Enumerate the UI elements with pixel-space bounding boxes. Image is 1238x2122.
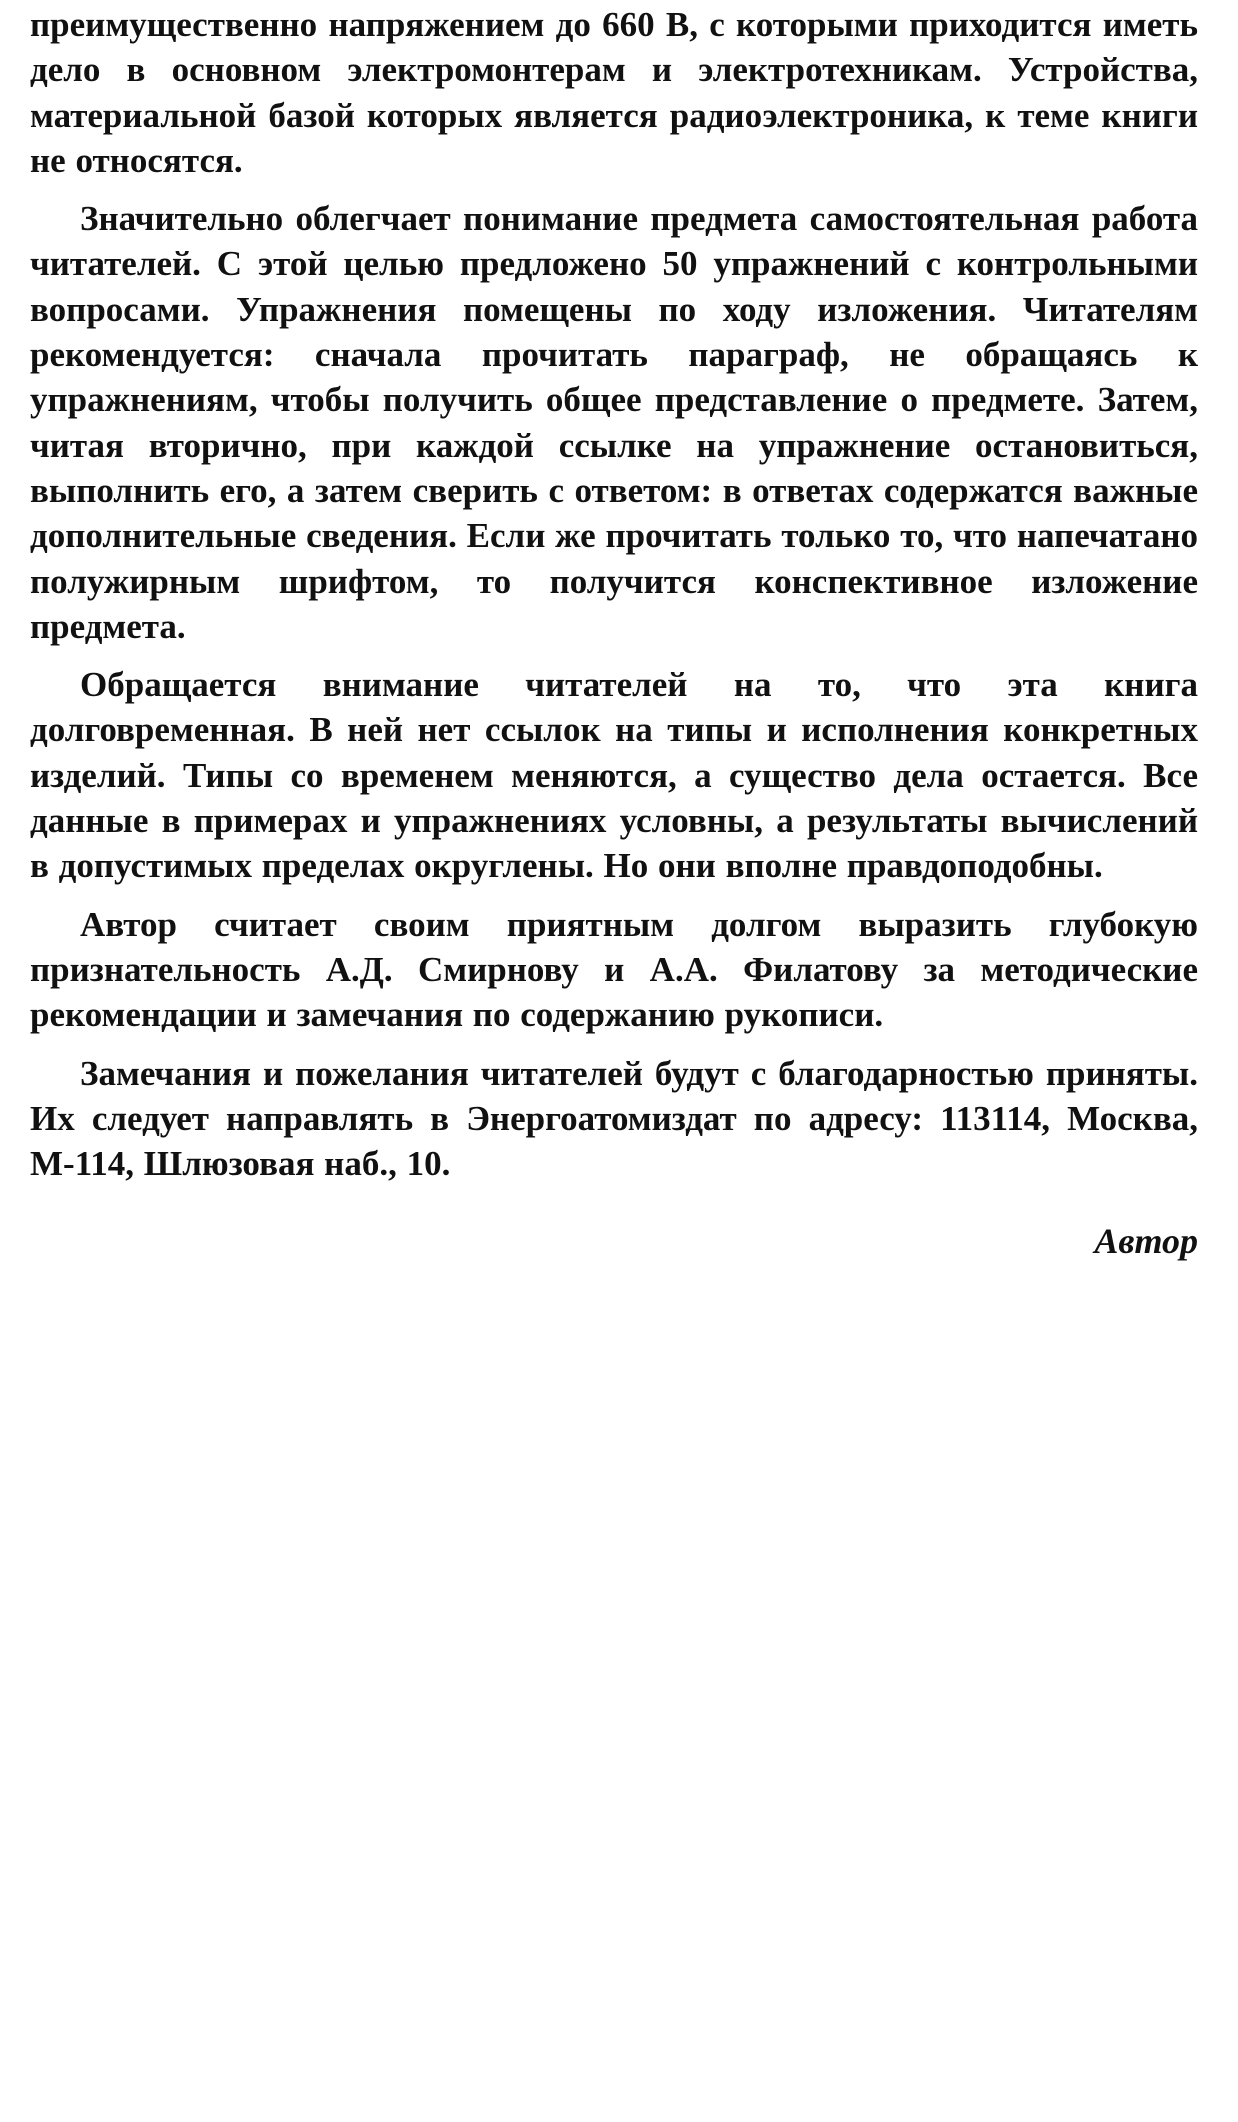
paragraph-scope: преимущественно напряжением до 660 В, с которыми приходится иметь дело в основном электромонтерам и электротехникам. Устройства, материальной базой которых является радиоэлектроника, к теме книги не относятся. [30,5,1198,180]
author-signature: Автор [1094,1221,1198,1262]
paragraph-exercises-text-after: шрифтом, то получится конспективное изложение предмета. [30,561,1199,646]
paragraph-feedback-address: Замечания и пожелания читателей будут с благодарностью приняты. Их следует направлять в Энергоатомиздат по адресу: 113114, Москва, М-114, Шлюзовая наб., 10. [30,1053,1198,1184]
bold-phrase: полужирным [30,561,241,601]
paragraph-longevity: Обращается внимание читателей на то, что эта книга долговременная. В ней нет ссылок на типы и исполнения конкретных изделий. Типы со временем меняются, а существо дела остается. Все данные в примерах и упражнениях условны, а результаты вычислений в допустимых пределах округлены. Но они вполне правдоподобны. [30,665,1198,886]
page-content [30,2,1198,1264]
paragraph-exercises-text: Значительно облегчает понимание предмета самостоятельная работа читателей. С этой целью предложено 50 упражнений с контрольными вопросами. Упражнения помещены по ходу изложения. Читателям рекомендуется: сначала прочитать параграф, не обращаясь к упражнениям, чтобы получить общее представление о предмете. Затем, читая вторично, при каждой ссылке на упражнение остановиться, выполнить его, а затем сверить с ответом: в ответах содержатся важные дополнительные сведения. Если же прочитать только то, что напечатано [30,199,1198,556]
paragraph-exercises [30,196,1198,649]
paragraph-acknowledgements: Автор считает своим приятным долгом выразить глубокую признательность А.Д. Смирнову и А.А. Филатову за методические рекомендации и замечания по содержанию рукописи. [30,904,1198,1035]
